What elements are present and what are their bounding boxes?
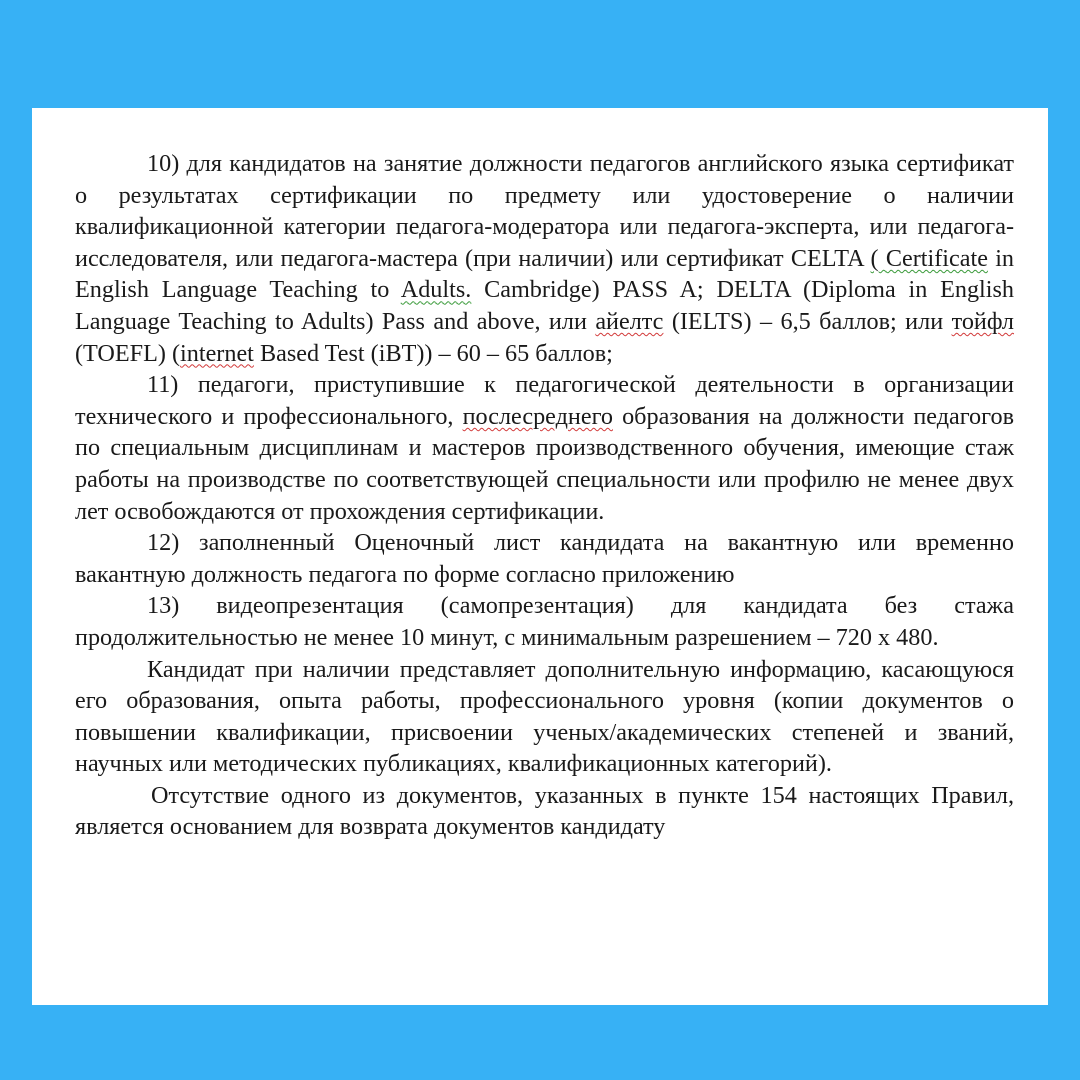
spell-mark-postsecondary: послесреднего	[462, 402, 613, 430]
paragraph-10-text-k: (TOEFL) (	[75, 339, 181, 367]
grammar-mark-adults: Adults.	[400, 276, 472, 304]
paragraph-12: 12) заполненный Оценочный лист кандидата на вакантную или временно вакантную должность педагога по форме согласно приложению	[75, 529, 1014, 588]
paragraph-additional-info: Кандидат при наличии представляет дополнительную информацию, касающуюся его образования, опыта работы, профессионального уровня (копии документов о повышении квалификации, присвоении ученых/академических степеней и званий, научных или методических публикациях, квалификационных категорий).	[75, 655, 1014, 778]
paragraph-13: 13) видеопрезентация (самопрезентация) для кандидата без стажа продолжительностью не менее 10 минут, с минимальным разрешением – 720 x 480.	[75, 592, 1014, 651]
grammar-mark-space	[879, 245, 886, 272]
paragraph-10-text-i: (IELTS) – 6,5 баллов; или	[663, 307, 952, 335]
spell-mark-internet: internet	[180, 339, 254, 367]
paragraph-10-text-e: in English Language Teaching to	[75, 244, 1015, 304]
paragraph-10	[75, 148, 1014, 369]
spell-mark-toefl: тойфл	[951, 307, 1014, 335]
paragraph-missing-documents: Отсутствие одного из документов, указанных в пункте 154 настоящих Правил, является основанием для возврата документов кандидату	[75, 781, 1014, 841]
document-text	[75, 148, 1014, 843]
paragraph-10-text-g: Cambridge) PASS A; DELTA (Diploma in English Language Teaching to Adults) Pass and above, или	[75, 276, 1014, 335]
document-page	[32, 108, 1048, 1005]
paragraph-11-text-c: образования на должности педагогов по специальным дисциплинам и мастеров производственного обучения, имеющие стаж работы на производстве по соответствующей специальности или профилю не менее двух лет освобождаются от прохождения сертификации.	[75, 402, 1014, 525]
paragraph-10-text-a: 10) для кандидатов на занятие должности педагогов английского языка сертификат о результатах сертификации по предмету или удостоверение о наличии квалификационной категории педагога-модератора или педагога-эксперта, или педагога-исследователя, или педагога-мастера (при наличии) или сертификат CELTA	[75, 150, 1014, 272]
paragraph-10-text-m: Based Test (iBT)) – 60 – 65 баллов;	[253, 339, 613, 367]
paragraph-11-text-a: 11) педагоги, приступившие к педагогической деятельности в организации технического и профессионального,	[75, 371, 1014, 430]
grammar-mark-paren: (	[870, 244, 879, 272]
spell-mark-ielts: айелтс	[595, 307, 664, 335]
spell-mark-certificate: Certificate	[885, 244, 988, 272]
paragraph-11	[75, 369, 1014, 527]
